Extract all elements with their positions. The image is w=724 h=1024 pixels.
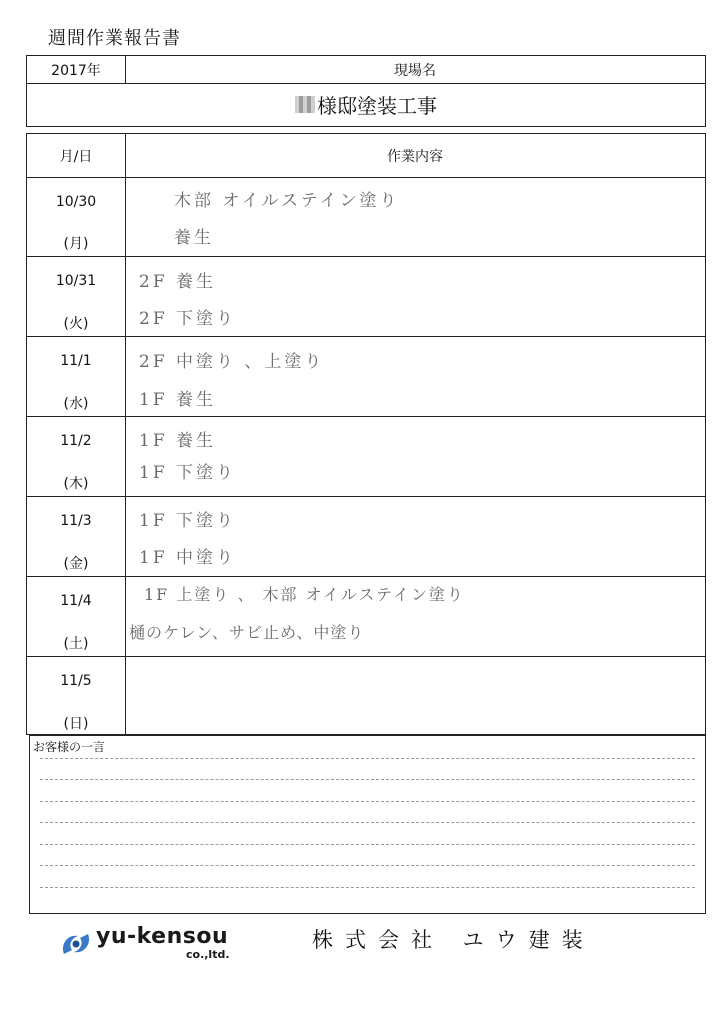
customer-comment-box <box>29 735 706 914</box>
row-weekday: (金) <box>63 556 89 572</box>
work-entry: 養生 <box>174 228 214 248</box>
row-date: 11/3 <box>60 513 92 529</box>
comment-label: お客様の一言 <box>33 740 106 754</box>
work-entry: 1F 下塗り <box>139 463 237 483</box>
row-date: 11/4 <box>60 593 92 609</box>
redacted-name-mosaic <box>295 96 315 113</box>
site-name: 様邸塗装工事 <box>317 94 437 118</box>
work-table <box>26 133 706 735</box>
date-column-header: 月/日 <box>59 148 93 165</box>
row-date: 10/31 <box>55 273 97 289</box>
work-entry: 1F 上塗り 、 木部 オイルステイン塗り <box>144 585 465 604</box>
year-cell: 2017年 <box>51 62 101 79</box>
work-entry: 2F 中塗り 、上塗り <box>139 352 325 372</box>
logo-wordmark: yu-kensou <box>96 924 229 949</box>
content-column-header: 作業内容 <box>387 148 443 165</box>
company-name: 株式会社 ユウ建装 <box>312 928 595 952</box>
site-name-cell <box>27 83 705 126</box>
site-header-box <box>26 55 706 127</box>
row-date: 10/30 <box>55 194 97 210</box>
row-weekday: (土) <box>63 636 89 652</box>
row-date: 11/1 <box>60 353 92 369</box>
row-date: 11/2 <box>60 433 92 449</box>
document-title: 週間作業報告書 <box>48 28 181 49</box>
row-weekday: (月) <box>63 236 89 252</box>
work-entry: 1F 養生 <box>139 431 217 451</box>
work-entry: 木部 オイルステイン塗り <box>174 191 400 211</box>
work-entry: 樋のケレン、サビ止め、中塗り <box>129 623 365 642</box>
logo-subtext: co.,ltd. <box>186 948 230 961</box>
work-entry: 1F 下塗り <box>139 511 237 531</box>
row-date: 11/5 <box>60 673 92 689</box>
logo-mark-icon <box>58 926 94 962</box>
work-entry: 2F 下塗り <box>139 309 237 329</box>
row-weekday: (日) <box>63 716 89 732</box>
work-entry: 2F 養生 <box>139 272 217 292</box>
company-logo <box>58 924 258 964</box>
work-entry: 1F 養生 <box>139 390 217 410</box>
row-weekday: (水) <box>63 396 89 412</box>
row-weekday: (木) <box>63 476 89 492</box>
site-label: 現場名 <box>394 62 436 79</box>
work-entry: 1F 中塗り <box>139 548 237 568</box>
row-weekday: (火) <box>63 316 89 332</box>
